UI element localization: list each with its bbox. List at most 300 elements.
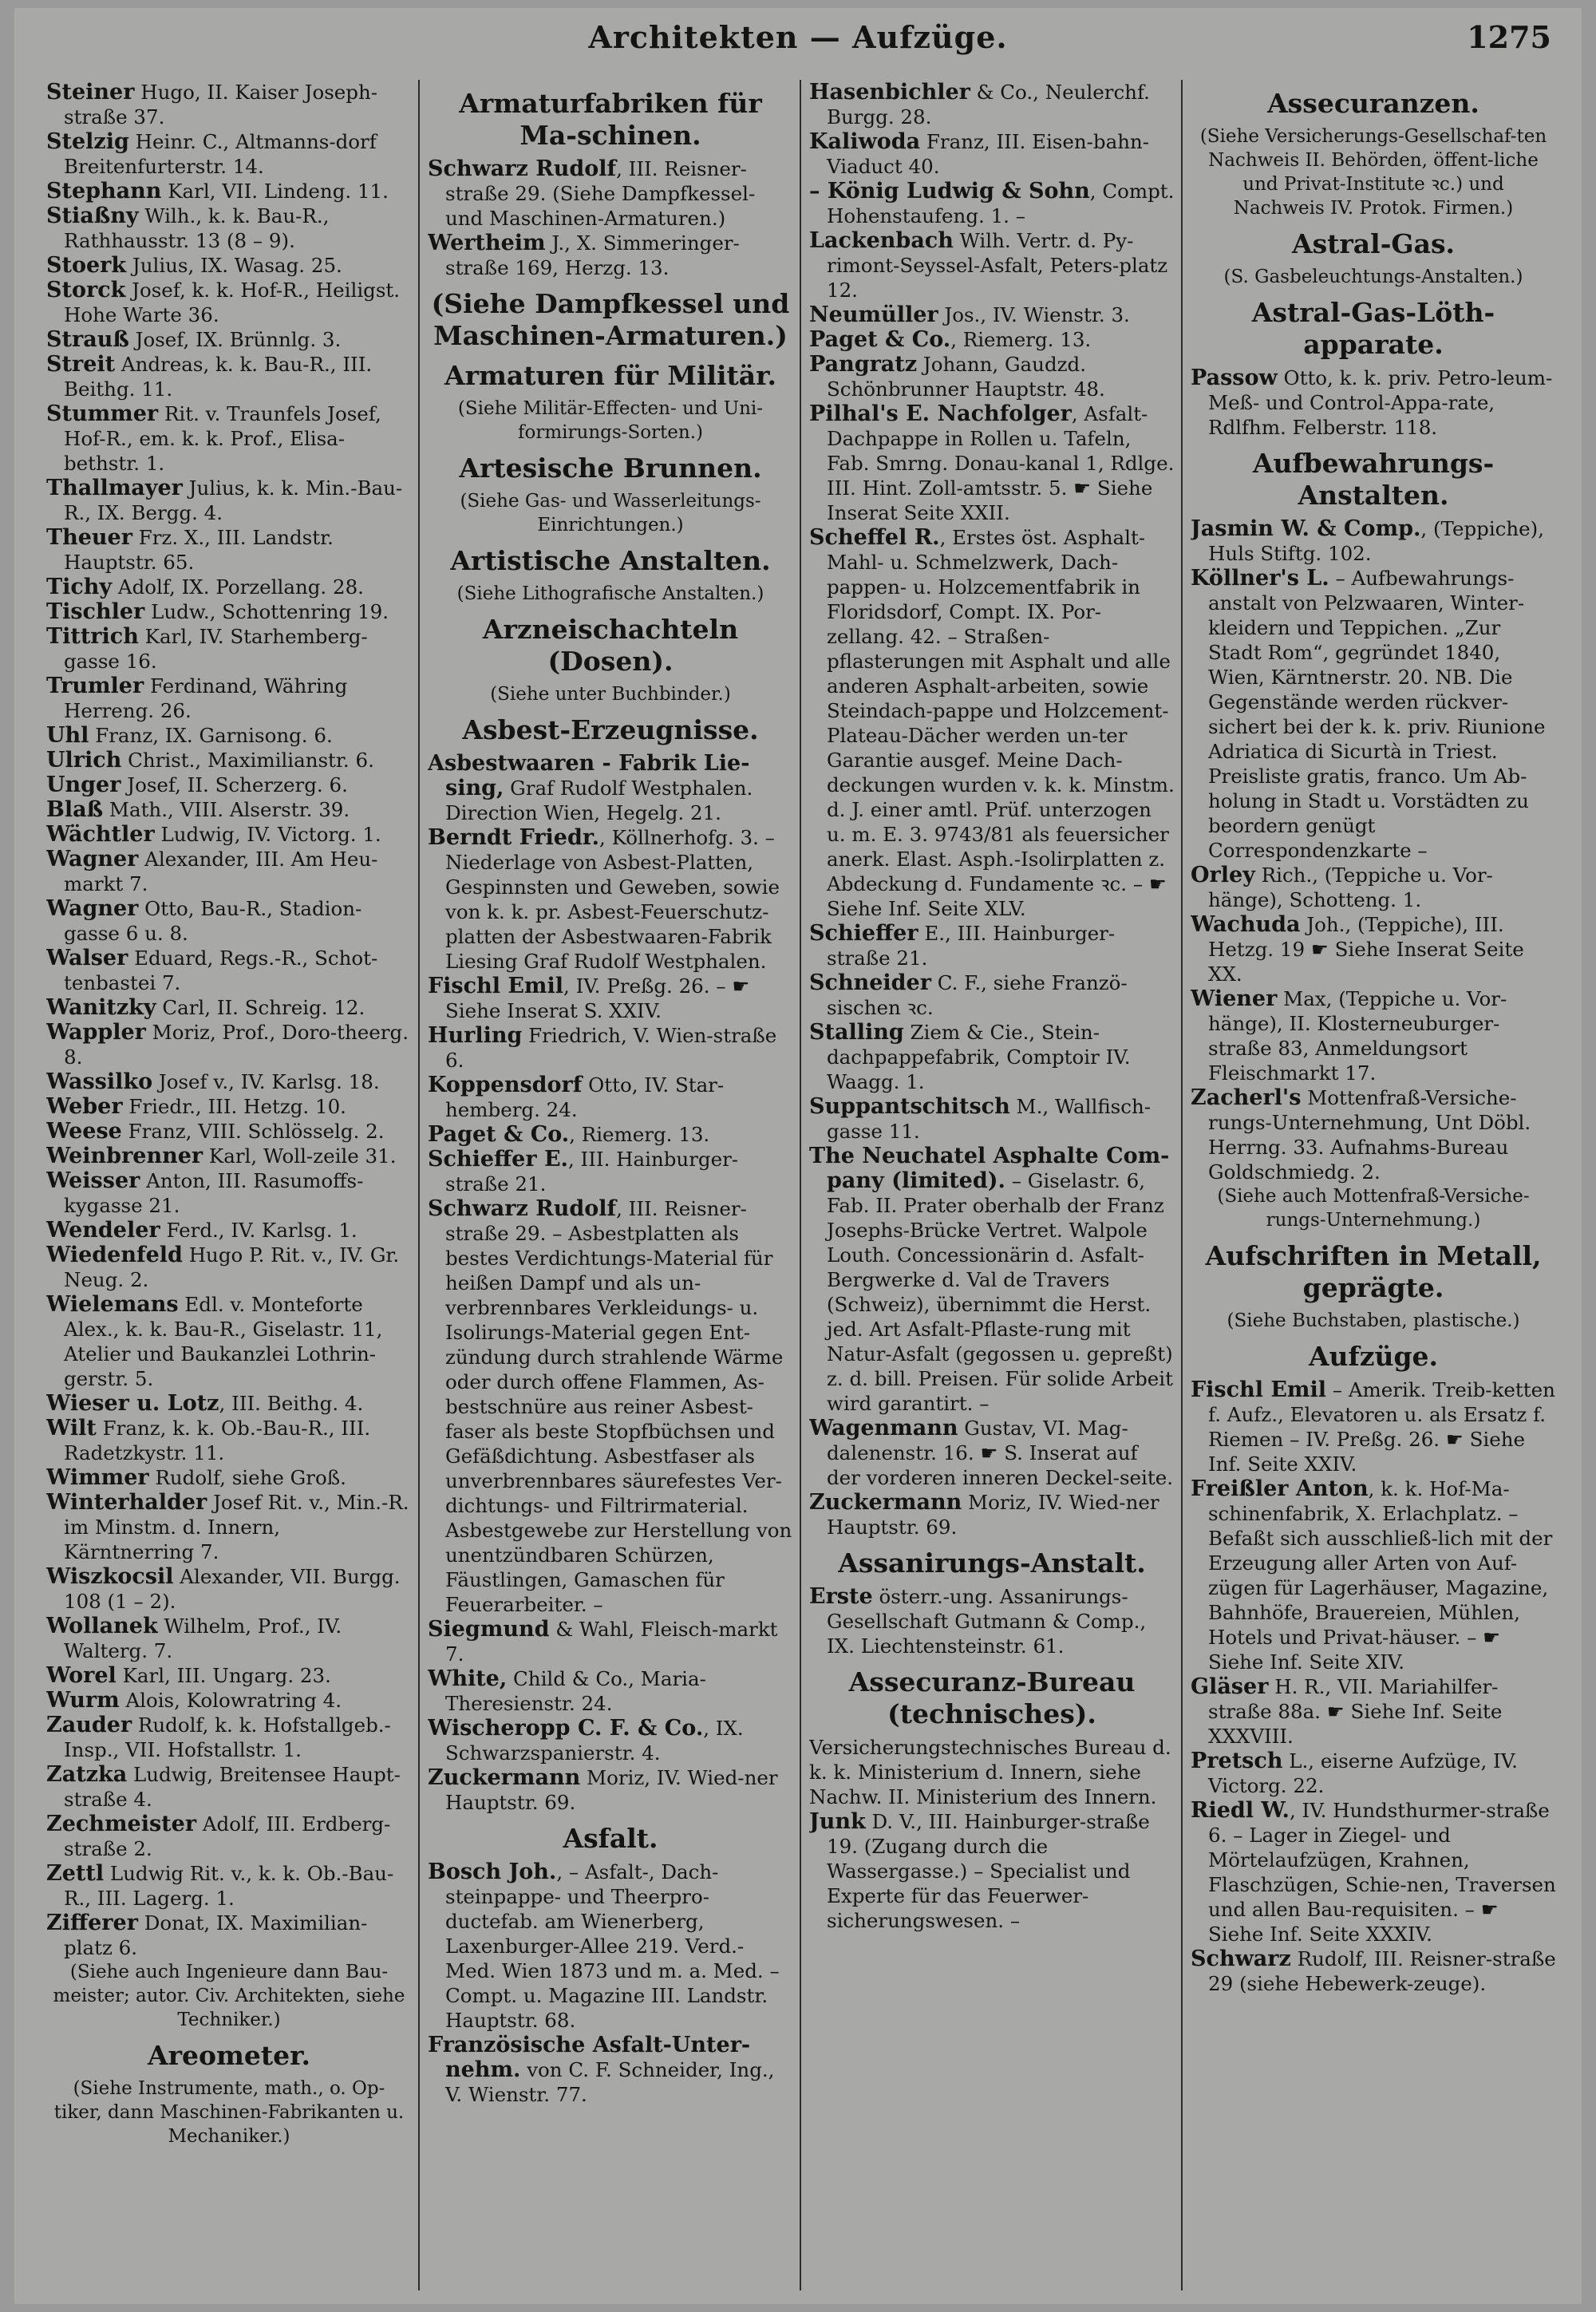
directory-entry <box>46 1292 412 1391</box>
directory-entry <box>428 1122 793 1147</box>
directory-entry <box>1191 1674 1556 1749</box>
entry-name: Fischl Emil <box>1191 1377 1327 1402</box>
directory-entry <box>809 1094 1175 1144</box>
entry-name: Unger <box>46 773 121 797</box>
directory-entry <box>809 129 1175 179</box>
entry-name: White, <box>428 1666 508 1691</box>
entry-details: Joh., (Teppiche), III. Hetzg. 19 ☛ Siehe Inserat Seite XX. <box>1208 913 1524 986</box>
entry-details: Rit. v. Traunfels Josef, Hof-R., em. k. k. Prof., Elisa-bethstr. 1. <box>64 402 381 475</box>
entry-details: Josef, IX. Brünnlg. 3. <box>128 328 342 351</box>
directory-entry <box>46 204 412 253</box>
entry-details: Wilh. Vertr. d. Py-rimont-Seyssel-Asfalt, Peters-platz 12. <box>827 229 1168 302</box>
entry-details: Christ., Maximilianstr. 6. <box>121 749 374 772</box>
directory-entry <box>46 1465 412 1490</box>
column-3 <box>809 80 1175 2290</box>
entry-name: Gläser <box>1191 1674 1269 1699</box>
entry-name: Wurm <box>46 1688 120 1713</box>
entry-details: C. F., siehe Franzö-sischen ꝛc. <box>827 971 1128 1019</box>
directory-entry <box>428 2033 793 2107</box>
directory-entry <box>428 231 793 280</box>
entry-name: Zacherl's <box>1191 1085 1302 1110</box>
entry-details: Carl, II. Schreig. 12. <box>156 996 365 1019</box>
entry-details: Rich., (Teppiche u. Vor-hänge), Schotteng. 1. <box>1208 864 1493 911</box>
entry-details: Franz, IX. Garnisong. 6. <box>89 724 333 747</box>
entry-name: Schieffer <box>809 921 918 946</box>
directory-entry <box>428 1073 793 1122</box>
entry-name: Koppensdorf <box>428 1073 583 1097</box>
entry-details: Graf Rudolf Westphalen. Direction Wien, Hegelg. 21. <box>445 777 753 824</box>
entry-name: Schwarz <box>1191 1946 1291 1971</box>
entry-details: Otto, Bau-R., Stadion-gasse 6 u. 8. <box>64 897 362 945</box>
directory-entry <box>46 1119 412 1144</box>
entry-name: Weese <box>46 1119 122 1144</box>
entry-name: Wertheim <box>428 231 546 255</box>
entry-details: Child & Co., Maria-Theresienstr. 24. <box>445 1667 706 1715</box>
section-heading: Asbest-Erzeugnisse. <box>462 714 759 745</box>
entry-name: Walser <box>46 946 128 970</box>
cross-reference-note: (S. Gasbeleuchtungs-Anstalten.) <box>1223 267 1523 287</box>
entry-name: Zettl <box>46 1861 105 1886</box>
directory-entry <box>428 1147 793 1196</box>
entry-name: Hurling <box>428 1023 523 1048</box>
entry-details: Ludw., Schottenring 19. <box>144 600 389 623</box>
entry-details: Wilh., k. k. Bau-R., Rathhausstr. 13 (8 – 9). <box>64 204 330 252</box>
entry-details: Ziem & Cie., Stein-dachpappefabrik, Comptoir IV. Waagg. 1. <box>827 1021 1131 1093</box>
entry-name: Trumler <box>46 674 144 698</box>
entry-details: Rudolf, III. Reisner-straße 29 (siehe Hebewerk-zeuge). <box>1208 1947 1556 1995</box>
directory-entry <box>809 228 1175 302</box>
cross-reference-note: (Siehe auch Ingenieure dann Bau-meister; autor. Civ. Architekten, siehe Techniker.) <box>53 1962 405 2030</box>
cross-reference-note: (Siehe Versicherungs-Gesellschaf-ten Nachweis II. Behörden, öffent-liche und Privat-Institute ꝛc.) und Nachweis IV. Protok. Firmen.) <box>1199 126 1547 219</box>
entry-name: Zuckermann <box>809 1490 962 1515</box>
entry-name: Winterhalder <box>46 1490 207 1515</box>
page-running-title: Architekten — Aufzüge. <box>588 19 1008 55</box>
directory-entry <box>809 1490 1175 1539</box>
entry-details: – Giselastr. 6, Fab. II. Prater oberhalb der Franz Josephs-Brücke Vertret. Walpole Louth. Concessionärin d. Asfalt-Bergwerke d. Val de Travers (Schweiz), übernimmt die Herst. jed. Art Asfalt-Pflaste-rung mit Natur-Asfalt (gegossen u. gepreßt) z. d. bill. Preisen. Für solide Arbeit wird garantirt. – <box>827 1169 1173 1415</box>
entry-details: , Erstes öst. Asphalt-Mahl- u. Schmelzwerk, Dach-pappen- u. Holzcementfabrik in Floridsdorf, Compt. IX. Por-zellang. 42. – Straßen-pflasterungen mit Asphalt und alle anderen Asphalt-arbeiten, sowie Steindach-pappe und Holzcement-Plateau-Dächer werden un-ter Garantie ausgef. Meine Dach-deckungen wurden v. k. k. Minstm. d. J. einer amtl. Prüf. unterzogen u. m. E. 3. 9743/81 als feuersicher anerk. Elast. Asph.-Isolirplatten z. Abdeckung d. Fundamente ꝛc. – ☛ Siehe Inf. Seite XLV. <box>827 526 1175 920</box>
entry-details: Andreas, k. k. Bau-R., III. Beithg. 11. <box>64 353 373 401</box>
directory-entry <box>1191 1798 1556 1946</box>
entry-name: Pretsch <box>1191 1749 1283 1773</box>
section-heading: Assecuranzen. <box>1267 88 1479 119</box>
entry-details: Josef Rit. v., Min.-R. im Minstm. d. Innern, Kärntnerring 7. <box>64 1491 409 1563</box>
entry-details: – Amerik. Treib-ketten f. Aufz., Elevatoren u. als Ersatz f. Riemen – IV. Preßg. 26. ☛ Siehe Inf. Seite XXIV. <box>1208 1378 1555 1476</box>
directory-entry <box>1191 863 1556 912</box>
directory-entry <box>46 179 412 204</box>
entry-name: Zatzka <box>46 1762 128 1787</box>
entry-name: Stelzig <box>46 129 129 154</box>
entry-name: Wachuda <box>1191 912 1301 937</box>
entry-name: Scheffel R. <box>809 525 940 550</box>
entry-name: Wiszkocsil <box>46 1564 174 1589</box>
directory-entry <box>46 1861 412 1911</box>
entry-name: Zifferer <box>46 1911 138 1935</box>
entry-details: , Asfalt-Dachpappe in Rollen u. Tafeln, Fab. Smrng. Donau-kanal 1, Rdlge. III. Hint. Zoll-amtsstr. 5. ☛ Siehe Inserat Seite XXII. <box>827 402 1175 524</box>
entry-details: Franz, III. Eisen-bahn-Viaduct 40. <box>827 130 1150 178</box>
entry-name: Thallmayer <box>46 476 183 500</box>
entry-details: Ferdinand, Währing Herreng. 26. <box>64 674 348 722</box>
entry-details: Josef, II. Scherzerg. 6. <box>120 773 348 796</box>
entry-details: H. R., VII. Mariahilfer-straße 88a. ☛ Siehe Inf. Seite XXXVIII. <box>1208 1675 1503 1748</box>
entry-name: Hasenbichler <box>809 80 970 105</box>
entry-details: Karl, III. Ungarg. 23. <box>116 1664 331 1687</box>
entry-details: Alois, Kolowratring 4. <box>119 1689 342 1712</box>
directory-entry <box>809 970 1175 1020</box>
directory-entry <box>428 1666 793 1716</box>
directory-entry <box>428 1023 793 1073</box>
section-heading: (Siehe Dampfkessel und Maschinen-Armaturen.) <box>431 288 790 351</box>
entry-name: Orley <box>1191 863 1255 887</box>
entry-details: – Aufbewahrungs-anstalt von Pelzwaaren, Winter-kleidern und Teppichen. „Zur Stadt Rom“, gegründet 1840, Wien, Kärntnerstr. 20. NB. Die Gegenstände werden rückver-sichert bei der k. k. priv. Riunione Adriatica di Sicurtà in Triest. Preisliste gratis, franco. Um Ab-holung in Stadt u. Vorstädten zu beordern genügt Correspondenzkarte – <box>1208 567 1546 862</box>
directory-entry <box>46 946 412 995</box>
entry-details: Franz, VIII. Schlösselg. 2. <box>121 1120 385 1143</box>
entry-name: Fischl Emil <box>428 974 564 998</box>
entry-details: Julius, IX. Wasag. 25. <box>126 254 342 277</box>
entry-name: Strauß <box>46 327 129 352</box>
entry-name: – König Ludwig & Sohn <box>809 179 1090 204</box>
directory-entry <box>1191 1749 1556 1798</box>
entry-name: Wagenmann <box>809 1416 958 1441</box>
entry-name: Blaß <box>46 797 104 822</box>
entry-details: Johann, Gaudzd. Schönbrunner Hauptstr. 48. <box>827 353 1105 401</box>
entry-details: Friedr., III. Hetzg. 10. <box>122 1095 346 1118</box>
directory-entry <box>809 80 1175 129</box>
directory-entry <box>428 156 793 231</box>
entry-name: Jasmin W. & Comp. <box>1191 516 1421 541</box>
section-heading: Artistische Anstalten. <box>450 545 771 576</box>
directory-entry <box>809 1144 1175 1416</box>
column-divider <box>418 80 420 2290</box>
cross-reference-note: (Siehe unter Buchbinder.) <box>490 684 731 705</box>
entry-details: Karl, IV. Starhemberg-gasse 16. <box>64 625 368 673</box>
entry-details: , III. Reisner-straße 29. – Asbestplatten als bestes Verdichtungs-Material für heißen Dampf und als un-verbrennbares Verkleidungs- u. Isolirungs-Material gegen Ent-zündung durch strahlende Wärme oder durch offene Flammen, As-bestschnüre aus reiner Asbest-faser als beste Stopfbüchsen und Gefäßdichtung. Asbestfaser als unverbrennbares säurefestes Ver-dichtungs- und Filtrirmaterial. Asbestgewebe zur Herstellung von unentzündbaren Schürzen, Fäustlingen, Gamaschen für Feuerarbeiter. – <box>445 1197 792 1616</box>
entry-name: Wendeler <box>46 1218 160 1243</box>
directory-text: Versicherungstechnisches Bureau d. k. k. Ministerium d. Innern, siehe Nachw. II. Ministerium des Innern. <box>809 1736 1171 1808</box>
entry-details: Josef, k. k. Hof-R., Heiligst. Hohe Warte 36. <box>64 279 401 326</box>
directory-entry <box>46 1069 412 1094</box>
entry-name: Riedl W. <box>1191 1798 1290 1823</box>
entry-details: Rudolf, siehe Groß. <box>148 1466 346 1489</box>
entry-name: Tittrich <box>46 624 139 649</box>
entry-name: Pangratz <box>809 352 918 377</box>
directory-entry <box>46 1243 412 1292</box>
section-heading: Aufbewahrungs-Anstalten. <box>1252 448 1495 511</box>
directory-entry <box>1191 1377 1556 1476</box>
entry-name: Wiener <box>1191 986 1278 1011</box>
entry-name: Berndt Friedr. <box>428 825 599 850</box>
entry-name: Wappler <box>46 1020 146 1045</box>
entry-details: Moriz, IV. Wied-ner Hauptstr. 69. <box>827 1491 1159 1539</box>
entry-details: Anton, III. Rasumoffs-kygasse 21. <box>64 1169 364 1217</box>
entry-details: , IV. Preßg. 26. – ☛ Siehe Inserat S. XXIV. <box>445 974 750 1022</box>
directory-entry <box>46 1490 412 1564</box>
directory-entry <box>46 575 412 599</box>
directory-entry <box>1191 986 1556 1085</box>
entry-details: Ludwig, Breitensee Haupt-straße 4. <box>64 1763 401 1811</box>
directory-entry <box>46 253 412 278</box>
entry-name: Wiedenfeld <box>46 1243 183 1267</box>
entry-name: Wischeropp C. F. & Co. <box>428 1716 704 1741</box>
entry-name: Streit <box>46 352 116 377</box>
directory-entry <box>1191 566 1556 863</box>
directory-entry <box>46 1564 412 1614</box>
directory-entry <box>809 1416 1175 1490</box>
column-2 <box>428 80 793 2290</box>
entry-name: Stalling <box>809 1020 904 1045</box>
directory-entry <box>428 1716 793 1765</box>
directory-entry <box>46 525 412 575</box>
entry-details: M., Wallfisch-gasse 11. <box>827 1095 1152 1143</box>
entry-name: Uhl <box>46 723 89 748</box>
entry-details: L., eiserne Aufzüge, IV. Victorg. 22. <box>1208 1749 1518 1797</box>
entry-name: Stummer <box>46 401 159 426</box>
entry-name: Zechmeister <box>46 1812 197 1836</box>
directory-entry <box>46 1911 412 1960</box>
entry-name: Wanitzky <box>46 995 156 1020</box>
entry-details: Max, (Teppiche u. Vor-hänge), II. Klosterneuburger-straße 83, Anmeldungsort Fleischmarkt 17. <box>1208 987 1507 1085</box>
directory-entry <box>46 847 412 896</box>
directory-entry <box>46 129 412 179</box>
directory-entry <box>46 674 412 723</box>
entry-details: , – Asfalt-, Dach-steinpappe- und Theerpro-ductefab. am Wienerberg, Laxenburger-Allee 219. Verd.-Med. Wien 1873 und m. a. Med. – Compt. u. Magazine III. Landstr. Hauptstr. 68. <box>445 1860 780 2032</box>
directory-entry <box>46 476 412 525</box>
section-heading: Armaturen für Militär. <box>444 360 777 391</box>
section-heading: Astral-Gas. <box>1291 228 1456 259</box>
directory-entry <box>46 723 412 748</box>
directory-entry <box>46 1168 412 1218</box>
section-heading: Arzneischachteln (Dosen). <box>482 614 739 677</box>
section-heading: Assanirungs-Anstalt. <box>838 1547 1146 1579</box>
directory-entry <box>46 773 412 797</box>
entry-details: Otto, k. k. priv. Petro-leum-Meß- und Control-Appa-rate, Rdlfhm. Felberstr. 118. <box>1208 366 1553 439</box>
directory-entry <box>809 401 1175 525</box>
entry-details: E., III. Hainburger-straße 21. <box>827 922 1116 970</box>
column-4 <box>1191 80 1556 2290</box>
entry-name: Wächtler <box>46 822 155 847</box>
entry-name: Passow <box>1191 366 1278 390</box>
entry-details: Alexander, III. Am Heu-markt 7. <box>64 848 378 895</box>
section-heading: Aufzüge. <box>1308 1341 1439 1372</box>
directory-entry <box>428 1617 793 1666</box>
entry-name: Asbestwaaren - Fabrik Lie-sing, <box>428 751 750 800</box>
entry-details: Otto, IV. Star-hemberg. 24. <box>445 1073 725 1121</box>
entry-details: , IV. Hundsthurmer-straße 6. – Lager in Ziegel- und Mörtelaufzügen, Krahnen, Flaschzügen, Schie-nen, Traversen und allen Bau-requisiten. – ☛ Siehe Inf. Seite XXXIV. <box>1208 1799 1556 1946</box>
entry-details: Josef v., IV. Karlsg. 18. <box>152 1070 380 1093</box>
cross-reference-note: (Siehe Instrumente, math., o. Op-tiker, dann Maschinen-Fabrikanten u. Mechaniker.) <box>53 2078 405 2147</box>
entry-details: , Riemerg. 13. <box>569 1123 710 1146</box>
entry-name: Suppantschitsch <box>809 1094 1010 1119</box>
entry-name: Bosch Joh. <box>428 1859 557 1884</box>
entry-details: , k. k. Hof-Ma-schinenfabrik, X. Erlachplatz. – Befaßt sich ausschließ-lich mit der Erzeugung aller Arten von Auf-zügen für Lagerhäuser, Magazine, Bahnhöfe, Brauereien, Mühlen, Hotels und Privat-häuser. – ☛ Siehe Inf. Seite XIV. <box>1208 1477 1553 1674</box>
entry-details: Julius, k. k. Min.-Bau-R., IX. Bergg. 4. <box>64 476 403 524</box>
directory-entry <box>46 1144 412 1168</box>
entry-name: Französische Asfalt-Unter-nehm. <box>428 2033 751 2082</box>
directory-entry <box>46 624 412 674</box>
entry-details: Moriz, Prof., Doro-theerg. 8. <box>64 1021 409 1069</box>
section-heading: Aufschriften in Metall, geprägte. <box>1205 1240 1542 1303</box>
entry-name: Paget & Co. <box>809 327 951 352</box>
column-divider <box>1181 80 1183 2290</box>
cross-reference-note: (Siehe Buchstaben, plastische.) <box>1227 1310 1520 1331</box>
entry-details: Math., VIII. Alserstr. 39. <box>103 798 350 821</box>
entry-name: Wollanek <box>46 1614 158 1638</box>
entry-name: Stoerk <box>46 253 127 278</box>
cross-reference-note: (Siehe auch Mottenfraß-Versiche-rungs-Unternehmung.) <box>1217 1186 1530 1231</box>
entry-details: , Riemerg. 13. <box>950 328 1092 351</box>
entry-details: & Co., Neulerchf. Burgg. 28. <box>827 81 1150 128</box>
directory-entry <box>809 352 1175 401</box>
entry-name: Stephann <box>46 179 162 204</box>
directory-entry <box>46 327 412 352</box>
entry-details: , Köllnerhofg. 3. – Niederlage von Asbest-Platten, Gespinnsten und Geweben, sowie von k. k. pr. Asbest-Feuerschutz-platten der Asbestwaaren-Fabrik Liesing Graf Rudolf Westphalen. <box>445 826 780 973</box>
directory-entry <box>428 974 793 1023</box>
directory-entry <box>46 278 412 327</box>
entry-name: Junk <box>809 1809 866 1834</box>
entry-name: Pilhal's E. Nachfolger <box>809 401 1072 426</box>
cross-reference-note: (Siehe Lithografische Anstalten.) <box>456 583 764 604</box>
entry-details: , (Teppiche), Huls Stiftg. 102. <box>1208 517 1544 565</box>
entry-details: Edl. v. Monteforte Alex., k. k. Bau-R., Giselastr. 11, Atelier und Baukanzlei Lothrin-gerstr. 5. <box>64 1293 383 1390</box>
directory-entry <box>46 1663 412 1688</box>
directory-entry <box>809 1020 1175 1094</box>
directory-entry <box>46 1391 412 1416</box>
entry-name: Tichy <box>46 575 113 599</box>
directory-entry <box>46 1416 412 1465</box>
entry-details: Friedrich, V. Wien-straße 6. <box>445 1024 777 1072</box>
entry-details: , Compt. Hohenstaufeng. 1. – <box>827 180 1175 227</box>
entry-name: Wimmer <box>46 1465 149 1490</box>
entry-name: Worel <box>46 1663 117 1688</box>
entry-name: Zauder <box>46 1713 132 1737</box>
directory-entry <box>809 179 1175 228</box>
directory-entry <box>46 896 412 946</box>
directory-entry <box>809 525 1175 921</box>
directory-entry <box>809 1809 1175 1933</box>
directory-entry <box>46 995 412 1020</box>
entry-name: Wagner <box>46 896 139 921</box>
entry-name: Kaliwoda <box>809 129 921 154</box>
directory-entry <box>1191 1946 1556 1996</box>
section-heading: Armaturfabriken für Ma-schinen. <box>459 88 762 151</box>
column-divider <box>800 80 801 2290</box>
entry-name: Wielemans <box>46 1292 179 1317</box>
entry-details: Ludwig Rit. v., k. k. Ob.-Bau-R., III. Lagerg. 1. <box>64 1862 394 1910</box>
entry-details: Heinr. C., Altmanns-dorf Breitenfurterstr. 14. <box>64 130 377 178</box>
directory-entry <box>809 327 1175 352</box>
directory-entry <box>428 1859 793 2033</box>
entry-name: Wassilko <box>46 1069 153 1094</box>
entry-details: Alexander, VII. Burgg. 108 (1 – 2). <box>64 1565 401 1613</box>
directory-entry <box>46 1713 412 1762</box>
directory-entry <box>1191 1085 1556 1184</box>
entry-name: Lackenbach <box>809 228 954 253</box>
page-header <box>14 19 1582 67</box>
directory-entry <box>428 825 793 974</box>
entry-details: , III. Reisner-straße 29. (Siehe Dampfkessel- und Maschinen-Armaturen.) <box>445 157 756 230</box>
directory-entry <box>46 748 412 773</box>
directory-entry <box>46 1020 412 1069</box>
directory-columns <box>46 80 1562 2290</box>
entry-name: The Neuchatel Asphalte Com-pany (limited). <box>809 1144 1170 1193</box>
entry-name: Zuckermann <box>428 1765 581 1790</box>
entry-details: Hugo P. Rit. v., IV. Gr. Neug. 2. <box>64 1243 400 1291</box>
entry-details: Karl, VII. Lindeng. 11. <box>161 180 389 203</box>
directory-entry <box>1191 366 1556 440</box>
entry-name: Tischler <box>46 599 145 624</box>
directory-entry <box>428 751 793 825</box>
entry-details: österr.-ung. Assanirungs-Gesellschaft Gutmann & Comp., IX. Liechtensteinstr. 61. <box>827 1585 1147 1658</box>
directory-entry <box>1191 1476 1556 1674</box>
entry-name: Neumüller <box>809 302 938 327</box>
page-number: 1275 <box>1467 19 1551 55</box>
directory-entry <box>428 1765 793 1815</box>
entry-name: Wilt <box>46 1416 97 1441</box>
section-heading: Areometer. <box>148 2040 310 2071</box>
entry-name: Theuer <box>46 525 132 550</box>
entry-details: Ludwig, IV. Victorg. 1. <box>154 823 381 846</box>
entry-details: Eduard, Regs.-R., Schot-tenbastei 7. <box>64 947 378 994</box>
cross-reference-note: (Siehe Militär-Effecten- und Uni-formirungs-Sorten.) <box>457 398 764 443</box>
entry-name: Wieser u. Lotz <box>46 1391 219 1416</box>
entry-name: Schieffer E. <box>428 1147 568 1172</box>
entry-details: Donat, IX. Maximilian-platz 6. <box>64 1911 368 1959</box>
entry-name: Weber <box>46 1094 123 1119</box>
section-heading: Asfalt. <box>563 1823 658 1854</box>
entry-name: Storck <box>46 278 126 302</box>
entry-details: Frz. X., III. Landstr. Hauptstr. 65. <box>64 526 334 574</box>
directory-entry <box>46 401 412 476</box>
entry-name: Weinbrenner <box>46 1144 203 1168</box>
entry-details: Jos., IV. Wienstr. 3. <box>938 303 1130 326</box>
section-heading: Artesische Brunnen. <box>459 453 762 484</box>
entry-name: Siegmund <box>428 1617 550 1642</box>
entry-details: von C. F. Schneider, Ing., V. Wienstr. 77. <box>445 2058 775 2106</box>
entry-details: Adolf, III. Erdberg-straße 2. <box>64 1812 391 1860</box>
directory-entry <box>46 797 412 822</box>
directory-entry <box>46 80 412 129</box>
entry-details: Rudolf, k. k. Hofstallgeb.-Insp., VII. Hofstallstr. 1. <box>64 1713 391 1761</box>
entry-name: Schwarz Rudolf <box>428 1196 617 1221</box>
directory-entry <box>46 822 412 847</box>
entry-name: Stiaßny <box>46 204 139 228</box>
entry-name: Köllner's L. <box>1191 566 1329 591</box>
directory-entry <box>46 1762 412 1812</box>
section-heading: Astral-Gas-Löth-apparate. <box>1251 297 1495 360</box>
directory-entry <box>46 1614 412 1663</box>
entry-details: Adolf, IX. Porzellang. 28. <box>112 575 364 599</box>
directory-entry <box>809 1584 1175 1658</box>
entry-details: Gustav, VI. Mag-dalenenstr. 16. ☛ S. Inserat auf der vorderen inneren Deckel-seite. <box>827 1417 1173 1489</box>
directory-entry <box>46 1688 412 1713</box>
directory-entry <box>46 1812 412 1861</box>
entry-details: J., X. Simmeringer-straße 169, Herzg. 13. <box>445 231 740 279</box>
directory-entry <box>46 599 412 624</box>
section-heading: Assecuranz-Bureau (technisches). <box>848 1666 1136 1729</box>
entry-name: Weisser <box>46 1168 140 1193</box>
entry-details: , IX. Schwarzspanierstr. 4. <box>445 1717 744 1765</box>
entry-name: Ulrich <box>46 748 122 773</box>
entry-name: Erste <box>809 1584 873 1609</box>
entry-name: Paget & Co. <box>428 1122 570 1147</box>
entry-details: , III. Hainburger-straße 21. <box>445 1148 739 1196</box>
entry-details: Wilhelm, Prof., IV. Walterg. 7. <box>64 1614 342 1662</box>
cross-reference-note: (Siehe Gas- und Wasserleitungs-Einrichtungen.) <box>460 491 761 536</box>
directory-entry <box>428 1196 793 1617</box>
directory-entry <box>46 1094 412 1119</box>
directory-entry <box>46 1218 412 1243</box>
entry-details: Hugo, II. Kaiser Joseph-straße 37. <box>64 81 378 128</box>
entry-details: Mottenfraß-Versiche-rungs-Unternehmung, Unt Döbl. Herrng. 33. Aufnahms-Bureau Goldschmiedg. 2. <box>1208 1086 1531 1184</box>
